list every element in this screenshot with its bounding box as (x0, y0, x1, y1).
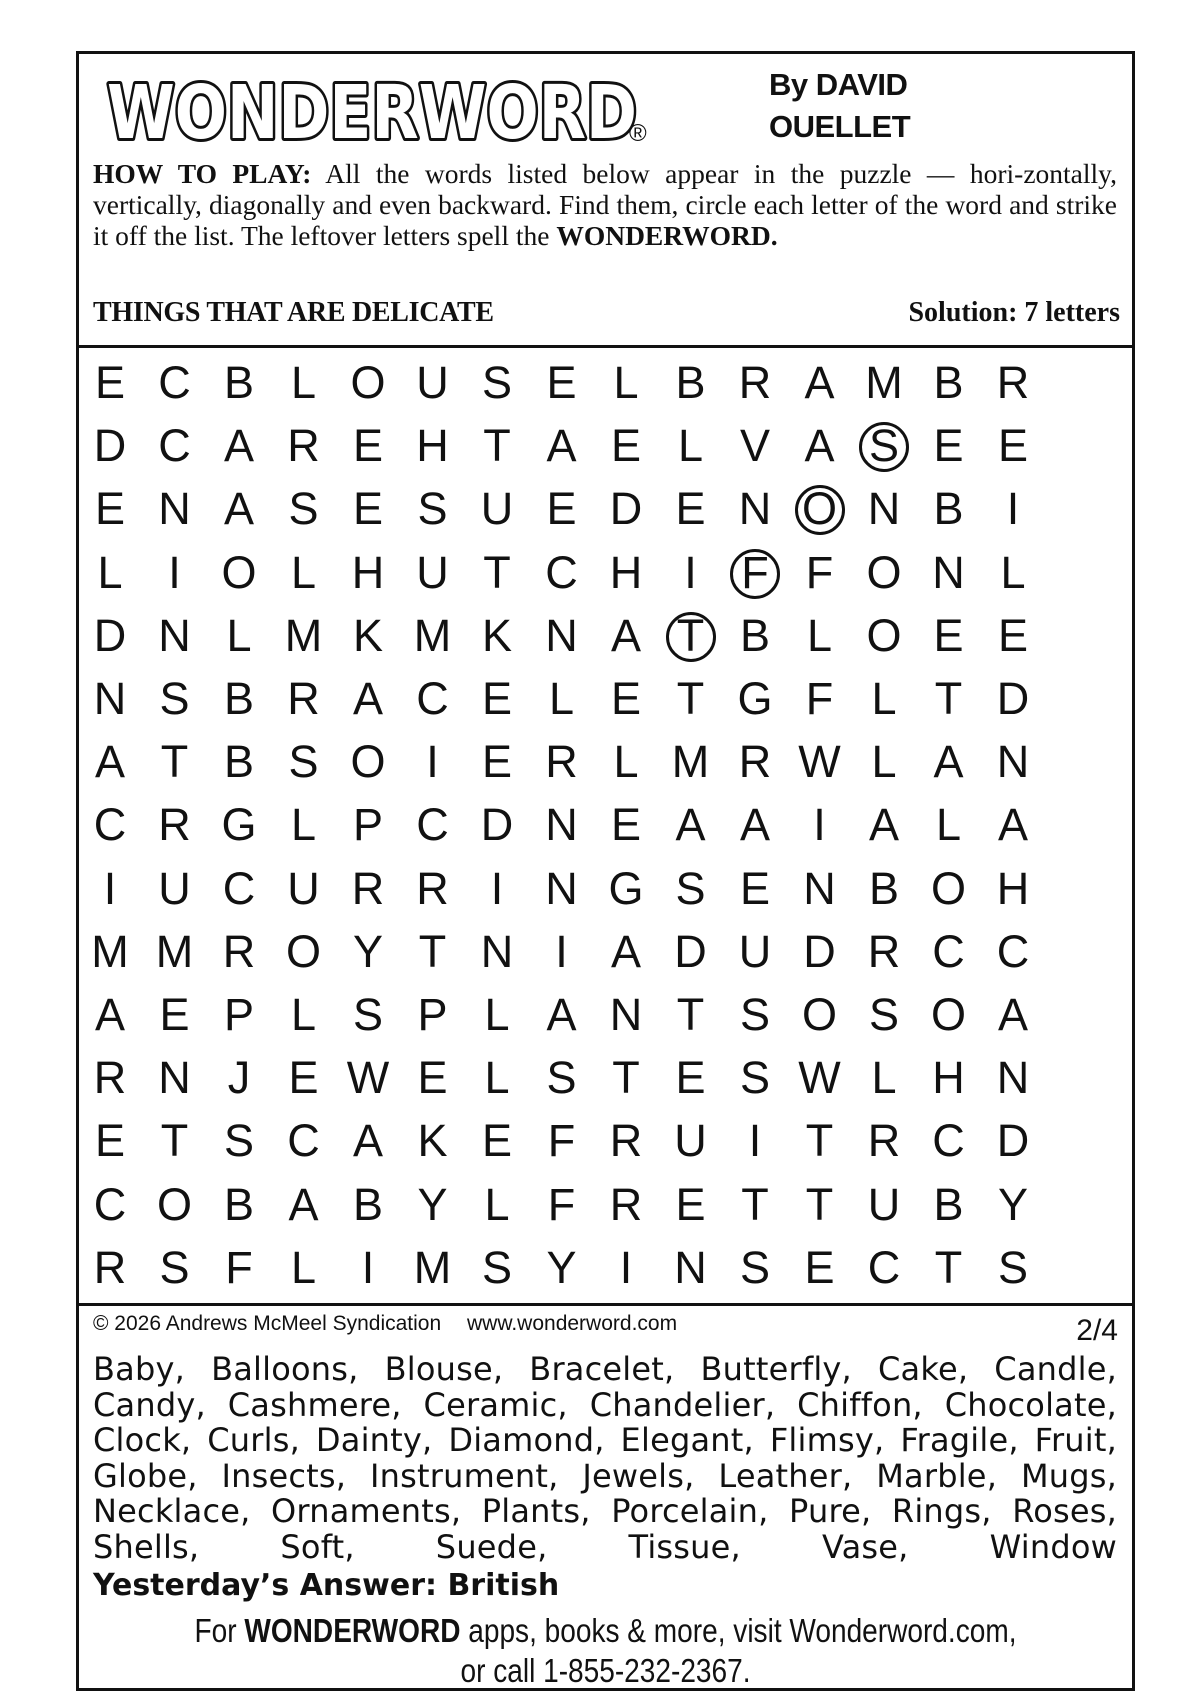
grid-letter[interactable]: M (155, 925, 194, 977)
grid-letter[interactable]: E (352, 420, 383, 472)
grid-letter[interactable]: C (287, 1115, 320, 1167)
grid-letter[interactable]: O (930, 862, 966, 914)
grid-letter[interactable]: A (352, 673, 383, 724)
puzzle-frame (76, 51, 1135, 1691)
grid-letter[interactable]: S (997, 1241, 1028, 1293)
grid-letter[interactable]: R (287, 673, 320, 724)
grid-letter[interactable]: C (93, 799, 127, 851)
grid-letter[interactable]: N (674, 1241, 707, 1293)
grid-letter[interactable]: D (93, 420, 127, 472)
solution-length: Solution: 7 letters (908, 297, 1120, 328)
grid-letter[interactable]: L (613, 357, 639, 408)
grid-letter[interactable]: R (609, 1178, 643, 1230)
grid-letter[interactable]: E (481, 673, 512, 724)
grid-letter[interactable]: A (288, 1178, 319, 1230)
grid-letter[interactable]: R (93, 1052, 127, 1104)
grid-letter[interactable]: T (805, 1115, 834, 1167)
grid-letter[interactable]: W (798, 1052, 841, 1104)
grid-letter[interactable]: T (934, 1241, 963, 1293)
grid-letter[interactable]: J (227, 1052, 251, 1104)
grid-letter[interactable]: L (484, 1178, 510, 1230)
grid-letter[interactable]: R (545, 736, 578, 788)
grid-letter[interactable]: C (416, 673, 449, 724)
grid-letter[interactable]: P (223, 989, 254, 1040)
grid-letter[interactable]: A (675, 799, 706, 851)
grid-letter[interactable]: A (997, 989, 1028, 1040)
grid-letter[interactable]: R (996, 357, 1030, 408)
grid-letter[interactable]: B (933, 357, 964, 408)
grid-letter[interactable]: F (225, 1241, 253, 1293)
grid-letter[interactable]: C (222, 862, 256, 914)
grid-letter[interactable]: O (350, 357, 386, 408)
grid-letter[interactable]: H (609, 546, 643, 598)
grid-letter[interactable]: B (223, 673, 254, 724)
grid-letter[interactable]: C (158, 420, 191, 472)
grid-letter[interactable]: L (613, 736, 639, 788)
grid-letter[interactable]: S (159, 1241, 190, 1293)
grid-letter[interactable]: L (290, 546, 317, 598)
svg-text:WONDERWORD: WONDERWORD (107, 70, 637, 154)
grid-letter[interactable]: R (738, 736, 772, 788)
grid-letter[interactable]: D (996, 673, 1030, 724)
grid-letter[interactable]: E (352, 483, 383, 535)
grid-letter[interactable]: M (413, 1241, 452, 1293)
grid-letter[interactable]: D (480, 799, 514, 851)
grid-letter[interactable]: A (223, 483, 254, 535)
grid-letter[interactable]: A (352, 1115, 383, 1167)
grid-letter[interactable]: Y (352, 925, 383, 977)
grid-letter[interactable]: W (346, 1052, 390, 1104)
grid-letter[interactable]: B (868, 862, 899, 914)
grid-letter[interactable]: S (481, 1241, 512, 1293)
byline (769, 64, 910, 148)
grid-letter[interactable]: E (546, 483, 577, 535)
grid-letter[interactable]: F (547, 1115, 576, 1167)
letter-circle (730, 546, 780, 599)
grid-letter[interactable]: L (290, 989, 317, 1040)
grid-letter[interactable]: E (481, 736, 512, 788)
grid-letter[interactable]: N (932, 546, 965, 598)
grid-letter[interactable]: B (223, 1178, 254, 1230)
svg-text:WONDERWORD: WONDERWORD (107, 70, 637, 154)
grid-letter[interactable]: U (738, 925, 772, 977)
grid-letter[interactable]: A (546, 420, 577, 472)
website-link[interactable]: www.wonderword.com (467, 1312, 678, 1335)
grid-letter[interactable]: D (674, 925, 707, 977)
promo-suffix: apps, books & more, visit Wonderword.com, (460, 1612, 1017, 1649)
grid-letter[interactable]: M (865, 357, 903, 408)
grid-letter[interactable]: T (418, 925, 447, 977)
promo-text (158, 1611, 1053, 1691)
grid-letter[interactable]: U (287, 862, 320, 914)
grid-letter[interactable]: E (997, 420, 1028, 472)
grid-letter[interactable]: E (94, 1115, 125, 1167)
grid-letter[interactable]: E (610, 420, 641, 472)
grid-letter[interactable]: S (288, 483, 319, 535)
grid-letter[interactable]: E (94, 357, 125, 408)
grid-letter[interactable]: T (612, 1052, 640, 1104)
grid-letter[interactable]: U (416, 357, 449, 408)
grid-letter[interactable]: U (416, 546, 449, 598)
grid-letter[interactable]: T (805, 1178, 834, 1230)
grid-letter[interactable]: G (737, 673, 773, 724)
grid-letter[interactable]: E (94, 483, 125, 535)
grid-letter[interactable]: O (350, 736, 386, 788)
grid-letter[interactable]: A (739, 799, 770, 851)
grid-letter[interactable]: N (158, 483, 191, 535)
grid-letter[interactable]: H (351, 546, 385, 598)
byline-line-2: OUELLET (769, 109, 911, 144)
grid-letter[interactable]: L (806, 609, 833, 661)
grid-letter[interactable]: C (416, 799, 449, 851)
grid-letter[interactable]: S (159, 673, 190, 724)
grid-letter[interactable]: A (804, 357, 835, 408)
grid-letter[interactable]: N (158, 609, 191, 661)
grid-letter[interactable]: V (739, 420, 770, 472)
letter-circle (859, 422, 909, 472)
grid-letter[interactable]: L (290, 1241, 317, 1293)
grid-letter[interactable]: B (739, 609, 770, 661)
grid-letter[interactable]: R (222, 925, 256, 977)
grid-letter[interactable]: C (545, 546, 578, 598)
grid-letter[interactable]: K (481, 609, 512, 661)
grid-letter[interactable]: B (675, 357, 706, 408)
grid-letter[interactable]: N (867, 483, 901, 535)
grid-letter[interactable]: T (160, 1115, 189, 1167)
grid-letter[interactable]: B (223, 357, 254, 408)
grid-letter[interactable]: F (805, 546, 834, 598)
grid-letter[interactable]: L (484, 1052, 510, 1104)
grid-letter[interactable]: A (868, 799, 899, 851)
grid-letter[interactable]: B (933, 483, 964, 535)
grid-letter[interactable]: S (868, 989, 899, 1040)
grid-letter[interactable]: Y (997, 1178, 1028, 1230)
grid-letter[interactable]: A (610, 925, 641, 977)
grid-letter[interactable]: U (674, 1115, 707, 1167)
grid-letter[interactable]: G (608, 862, 644, 914)
grid-letter[interactable]: L (290, 357, 317, 408)
grid-letter[interactable]: O (930, 989, 966, 1040)
grid-letter[interactable]: C (996, 925, 1030, 977)
promo-prefix: For (194, 1612, 245, 1649)
grid-letter[interactable]: N (93, 673, 127, 724)
grid-letter[interactable]: T (676, 609, 705, 661)
byline-line-1: By DAVID (769, 67, 908, 102)
grid-letter[interactable]: E (675, 483, 706, 535)
grid-letter[interactable]: N (803, 862, 836, 914)
grid-letter[interactable]: S (288, 736, 319, 788)
grid-letter[interactable]: G (221, 799, 257, 851)
grid-letter[interactable]: E (481, 1115, 512, 1167)
grid-letter[interactable]: E (933, 609, 964, 661)
puzzle-date: 2/4 (1076, 1314, 1118, 1347)
grid-letter[interactable]: H (416, 420, 449, 472)
grid-letter[interactable]: P (417, 989, 448, 1040)
grid-letter[interactable]: N (545, 609, 578, 661)
grid-letter[interactable]: T (160, 736, 189, 788)
grid-letter[interactable]: N (609, 989, 643, 1040)
grid-letter[interactable]: M (91, 925, 129, 977)
grid-letter[interactable]: L (548, 673, 575, 724)
grid-letter[interactable]: B (223, 736, 254, 788)
grid-letter[interactable]: R (867, 925, 901, 977)
grid-letter[interactable]: N (738, 483, 772, 535)
promo-line-1 (158, 1611, 1053, 1651)
grid-letter[interactable]: L (871, 1052, 897, 1104)
grid-letter[interactable]: S (546, 1052, 577, 1104)
grid-letter[interactable]: I (748, 1115, 762, 1167)
grid-letter[interactable]: K (417, 1115, 448, 1167)
grid-letter[interactable]: O (801, 989, 837, 1040)
grid-letter[interactable]: L (484, 989, 510, 1040)
grid-letter[interactable]: R (287, 420, 320, 472)
grid-letter[interactable]: L (290, 799, 317, 851)
grid-letter[interactable]: D (609, 483, 643, 535)
grid-letter[interactable]: S (868, 420, 899, 472)
grid-letter[interactable]: S (352, 989, 383, 1040)
grid-letter[interactable]: N (545, 862, 578, 914)
grid-letter[interactable]: A (610, 609, 641, 661)
grid-letter[interactable]: I (684, 546, 697, 598)
grid-letter[interactable]: I (555, 925, 568, 977)
grid-letter[interactable]: S (481, 357, 512, 408)
grid-letter[interactable]: E (159, 989, 190, 1040)
grid-letter[interactable]: A (933, 736, 964, 788)
grid-letter[interactable]: C (93, 1178, 127, 1230)
puzzle-header (79, 54, 1132, 348)
grid-letter[interactable]: R (158, 799, 191, 851)
yesterdays-answer (93, 1568, 559, 1603)
grid-letter[interactable]: D (803, 925, 836, 977)
how-to-play-text (93, 158, 1117, 251)
grid-letter[interactable]: O (866, 546, 902, 598)
grid-letter[interactable]: I (361, 1241, 375, 1293)
yesterdays-answer-label: Yesterday’s Answer: (93, 1568, 448, 1603)
grid-letter[interactable]: N (480, 925, 514, 977)
grid-letter[interactable]: E (675, 1052, 706, 1104)
grid-letter[interactable]: E (546, 357, 577, 408)
grid-letter[interactable]: E (997, 609, 1028, 661)
grid-letter[interactable]: P (352, 799, 383, 851)
letter-circle (795, 485, 845, 535)
grid-letter[interactable]: R (738, 357, 772, 408)
grid-letter[interactable]: T (676, 673, 705, 724)
copyright-notice: © 2026 Andrews McMeel Syndication (93, 1312, 442, 1335)
grid-letter[interactable]: E (610, 799, 641, 851)
grid-letter[interactable]: A (997, 799, 1028, 851)
grid-letter[interactable]: I (1006, 483, 1020, 535)
how-to-play-body: All the words listed below appear in the puzzle — hori-zontally, vertically, diagonally and even backward. Find them, circle each letter of the word and strike it off the list. The leftover letters spell the (93, 158, 1117, 251)
grid-letter[interactable]: I (490, 862, 504, 914)
grid-letter[interactable]: E (288, 1052, 319, 1104)
grid-letter[interactable]: A (94, 989, 125, 1040)
grid-letter[interactable]: U (158, 862, 191, 914)
grid-letter[interactable]: F (741, 546, 769, 598)
grid-letter[interactable]: C (158, 357, 191, 408)
grid-letter[interactable]: B (933, 1178, 964, 1230)
grid-letter[interactable]: I (168, 546, 181, 598)
grid-letter[interactable]: S (223, 1115, 254, 1167)
grid-letter[interactable]: S (739, 1052, 770, 1104)
grid-letter[interactable]: L (871, 736, 897, 788)
grid-letter[interactable]: L (1000, 546, 1026, 598)
grid-letter[interactable]: O (866, 609, 902, 661)
grid-letter[interactable]: T (676, 989, 705, 1040)
grid-letter[interactable]: F (805, 673, 834, 724)
grid-letter[interactable]: E (739, 862, 770, 914)
grid-letter[interactable]: L (677, 420, 704, 472)
grid-letter[interactable]: R (609, 1115, 643, 1167)
grid-letter[interactable]: E (804, 1241, 835, 1293)
grid-letter[interactable]: A (804, 420, 835, 472)
puzzle-footer (79, 1306, 1132, 1691)
grid-letter[interactable]: O (221, 546, 257, 598)
grid-letter[interactable]: N (996, 736, 1030, 788)
grid-letter[interactable]: N (158, 1052, 191, 1104)
grid-letter[interactable]: A (223, 420, 254, 472)
grid-letter[interactable]: S (739, 989, 770, 1040)
how-to-play-label: HOW TO PLAY: (93, 158, 312, 189)
grid-letter[interactable]: L (935, 799, 962, 851)
grid-letter[interactable]: T (741, 1178, 769, 1230)
grid-letter[interactable]: I (103, 862, 117, 914)
grid-letter[interactable]: M (671, 736, 710, 788)
wonderword-logo (101, 62, 661, 154)
grid-letter[interactable]: E (417, 1052, 448, 1104)
letter-circle (666, 609, 716, 662)
grid-letter[interactable]: F (547, 1178, 576, 1230)
grid-letter[interactable]: O (801, 483, 837, 535)
grid-letter[interactable]: L (226, 609, 252, 661)
grid-letter[interactable]: E (933, 420, 964, 472)
grid-letter[interactable]: R (351, 862, 385, 914)
grid-letter[interactable]: I (619, 1241, 633, 1293)
grid-letter[interactable]: I (426, 736, 439, 788)
grid-letter[interactable]: E (675, 1178, 706, 1230)
grid-letter[interactable]: R (416, 862, 449, 914)
word-list: Baby, Balloons, Blouse, Bracelet, Butterfly, Cake, Candle, Candy, Cashmere, Ceramic, Chandelier, Chiffon, Chocolate, Clock, Curls, Dainty, Diamond, Elegant, Flimsy, Fragile, Fruit, Globe, Insects, Instrument, Jewels, Leather, Marble, Mugs, Necklace, Ornaments, Plants, Porcelain, Pure, Rings, Roses, Shells, Soft, Suede, Tissue, Vase, Window (93, 1350, 1117, 1566)
grid-letter[interactable]: E (610, 673, 641, 724)
grid-letter[interactable]: I (813, 799, 826, 851)
grid-letter[interactable]: C (932, 925, 965, 977)
grid-letter[interactable]: M (284, 609, 323, 661)
grid-letter[interactable]: K (352, 609, 383, 661)
registered-mark: ® (629, 120, 647, 147)
grid-letter[interactable]: M (413, 609, 452, 661)
grid-letter[interactable]: R (867, 1115, 901, 1167)
promo-brand: WONDERWORD (244, 1612, 461, 1649)
grid-letter[interactable]: A (546, 989, 577, 1040)
grid-letter[interactable]: W (798, 736, 841, 788)
promo-line-2: or call 1-855-232-2367. (460, 1652, 751, 1689)
grid-letter[interactable]: C (932, 1115, 965, 1167)
how-to-play-wonderword: WONDERWORD. (556, 220, 778, 251)
grid-letter[interactable]: T (483, 420, 511, 472)
letter-grid (79, 348, 1132, 1306)
grid-letter[interactable]: O (156, 1178, 192, 1230)
grid-letter[interactable]: L (97, 546, 123, 598)
grid-letter[interactable]: U (480, 483, 514, 535)
grid-letter[interactable]: U (867, 1178, 901, 1230)
grid-letter[interactable]: N (996, 1052, 1030, 1104)
grid-letter[interactable]: C (867, 1241, 901, 1293)
grid-letter[interactable]: S (739, 1241, 770, 1293)
grid-letter[interactable]: S (675, 862, 706, 914)
grid-letter[interactable]: N (545, 799, 578, 851)
grid-letter[interactable]: A (94, 736, 125, 788)
grid-letter[interactable]: D (996, 1115, 1030, 1167)
grid-letter[interactable]: Y (546, 1241, 577, 1293)
grid-letter[interactable]: S (417, 483, 448, 535)
grid-letter[interactable]: B (352, 1178, 383, 1230)
grid-letter[interactable]: H (996, 862, 1030, 914)
grid-letter[interactable]: Y (417, 1178, 448, 1230)
grid-letter[interactable]: R (93, 1241, 127, 1293)
grid-letter[interactable]: H (932, 1052, 965, 1104)
grid-letter[interactable]: L (871, 673, 897, 724)
grid-letter[interactable]: T (934, 673, 963, 724)
puzzle-category: THINGS THAT ARE DELICATE (93, 297, 494, 328)
grid-letter[interactable]: D (93, 609, 127, 661)
grid-letter[interactable]: T (483, 546, 511, 598)
grid-letter[interactable]: O (285, 925, 321, 977)
yesterdays-answer-value: British (447, 1568, 560, 1603)
